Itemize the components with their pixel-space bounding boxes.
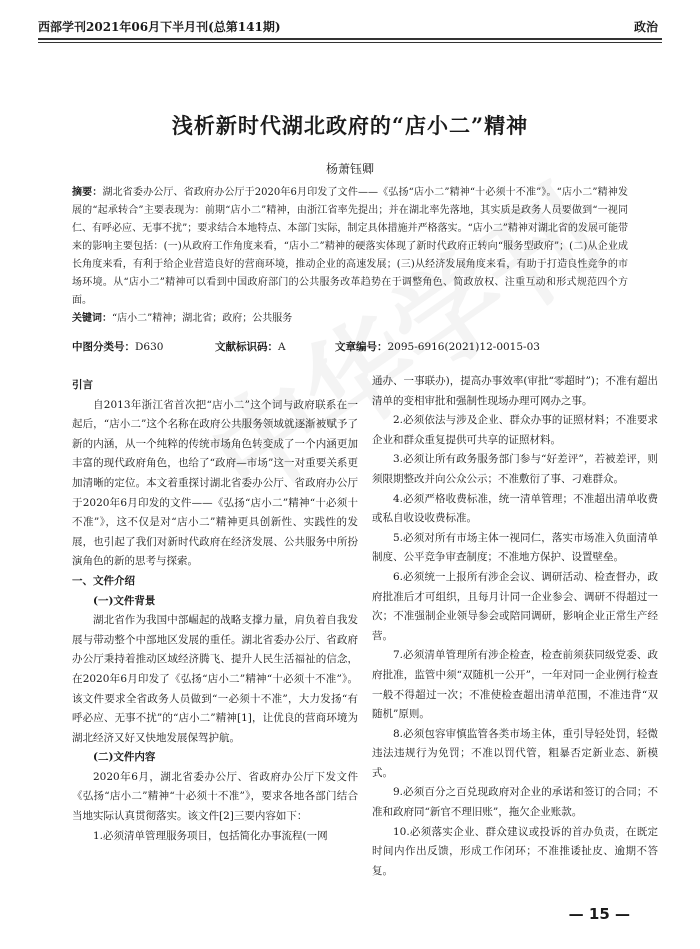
clc-label: 中图分类号： [72, 341, 135, 353]
header-rule-thick [38, 38, 662, 40]
list-item-9: 9.必须百分之百兑现政府对企业的承诺和签订的合同；不准和政府同“新官不理旧账”，拖欠企业账款。 [372, 786, 658, 819]
doc-code [215, 339, 286, 354]
list-item-6: 6.必须统一上报所有涉企会议、调研活动、检查督办，政府批准后才可组织，且每月计同一企业参会、调研不得超过一次；不准强制企业领导参会或陪同调研，影响企业正常生产经营。 [372, 570, 658, 642]
section-1-2-paragraph: 2020年6月，湖北省委办公厅、省政府办公厅下发文件《弘扬“店小二”精神“十必须十不准”》，要求各地各部门结合当地实际认真贯彻落实。该文件[2]三要内容如下： [72, 770, 358, 823]
article-id [335, 339, 540, 354]
journal-header: 西部学刊2021年06月下半月刊(总第141期) [38, 20, 281, 34]
header-rule-thin [38, 42, 662, 43]
page-number: — 15 — [568, 905, 630, 923]
list-item-4: 4.必须严格收费标准，统一清单管理；不准超出清单收费或私自收设收费标准。 [372, 492, 658, 525]
list-item-1: 1.必须清单管理服务项目，包括简化办事流程(一网 [93, 829, 328, 842]
doc-value: A [278, 341, 286, 353]
keywords [72, 310, 628, 328]
article-id-value: 2095-6916(2021)12-0015-03 [387, 341, 540, 353]
section-1-heading: 一、文件介绍 [72, 574, 135, 587]
section-1-1-paragraph: 湖北省作为我国中部崛起的战略支撑力量，肩负着自我发展与带动整个中部地区发展的重任。湖北省委办公厅、省政府办公厅秉持着推动区域经济腾飞、提升人民生活福祉的信念，在2020年6月印发了《弘扬“店小二”精神“十必须十不准”》。该文件要求全省政务人员做到“一必须十不准”，大力发扬“有呼必应、无事不扰”的“店小二”精神[1]，让优良的营商环境为湖北经济又好又快地发展保驾护航。 [72, 614, 358, 744]
section-1-2-heading: (二)文件内容 [93, 751, 156, 764]
list-item-7: 7.必须清单管理所有涉企检查，检查前须获同级党委、政府批准，监管中须“双随机一公开”，一年对同一企业例行检查一般不得超过一次；不准使检查超出清单范围，不准违背“双随机”原则。 [372, 649, 658, 721]
article-title: 浅析新时代湖北政府的“店小二”精神 [171, 113, 529, 138]
list-item-1-cont: 通办、一事联办)，提高办事效率(审批“零超时”)；不准有超出清单的变相审批和强制性现场办理可网办之事。 [372, 375, 658, 407]
abstract-block [72, 184, 628, 328]
list-item-2: 2.必须依法与涉及企业、群众办事的证照材料；不准要求企业和群众重复提供可共享的证照材料。 [372, 414, 658, 446]
section-1-1-heading: (一)文件背景 [93, 594, 156, 607]
keywords-label: 关键词： [72, 313, 112, 324]
abstract [72, 184, 628, 310]
list-item-5: 5.必须对所有市场主体一视同仁，落实市场准入负面清单制度、公平竞争审查制度；不准地方保护、设置壁垒。 [372, 531, 658, 564]
right-column [372, 372, 658, 881]
article-id-label: 文章编号： [335, 341, 388, 353]
list-item-10: 10.必须落实企业、群众建议或投诉的首办负责，在既定时间内作出反馈，形成工作闭环；不准推诿扯皮、逾期不答复。 [372, 825, 658, 877]
abstract-text: 湖北省委办公厅、省政府办公厅于2020年6月印发了文件——《弘扬“店小二”精神“十必须十不准”》。“店小二”精神发展的“起承转合”主要表现为：前期“店小二”精神，由浙江省率先提出；并在湖北率先落地，其实质是政务人员要做到“一视同仁、有呼必应、无事不扰”；要求结合本地特点、本部门实际，制定具体措施并严格落实。“店小二”精神对湖北省的发展可能带来的影响主要包括：(一)从政府工作角度来看，“店小二”精神的硬落实体现了新时代政府正转向“服务型政府”；(二)从企业成长角度来看，有利于给企业营造良好的营商环境，推动企业的高速发展；(三)从经济发展角度来看，有助于打造良性竞争的市场环境。从“店小二”精神可以看到中国政府部门的公共服务改革趋势在于调整角色、简政放权、注重互动和形式规范四个方面。 [72, 187, 628, 306]
doc-label: 文献标识码： [215, 341, 278, 353]
clc-value: D630 [135, 341, 164, 353]
list-item-3: 3.必须让所有政务服务部门参与“好差评”，若被差评，则须限期整改并向公众公示；不准敷衍了事、刁难群众。 [372, 453, 658, 485]
clc-number [72, 339, 163, 354]
left-column [72, 376, 358, 846]
intro-heading: 引言 [72, 379, 93, 391]
keywords-text: “店小二”精神；湖北省；政府；公共服务 [112, 313, 293, 324]
section-label: 政治 [633, 20, 658, 34]
intro-paragraph: 自2013年浙江省首次把“店小二”这个词与政府联系在一起后，“店小二”这个名称在政府公共服务领域就逐渐被赋予了新的内涵，从一个纯粹的传统市场角色转变成了一个内涵更加丰富的现代政府角色，也给了“政府—市场”这一对重要关系更加清晰的定位。本文着重探讨湖北省委办公厅、省政府办公厅于2020年6月印发的文件——《弘扬“店小二”精神“十必须十不准”》，这不仅是对“店小二”精神更具创新性、实践性的发展，也引起了我们对新时代政府在经济发展、公共服务中所扮演角色的新的思考与探索。 [72, 398, 358, 568]
list-item-8: 8.必须包容审慎监管各类市场主体，重引导轻处罚，轻微违法违规行为免罚；不准以罚代管，粗暴否定新业态、新模式。 [372, 727, 658, 779]
article-author: 杨萧钰卿 [325, 162, 374, 176]
abstract-label: 摘要： [72, 187, 103, 198]
